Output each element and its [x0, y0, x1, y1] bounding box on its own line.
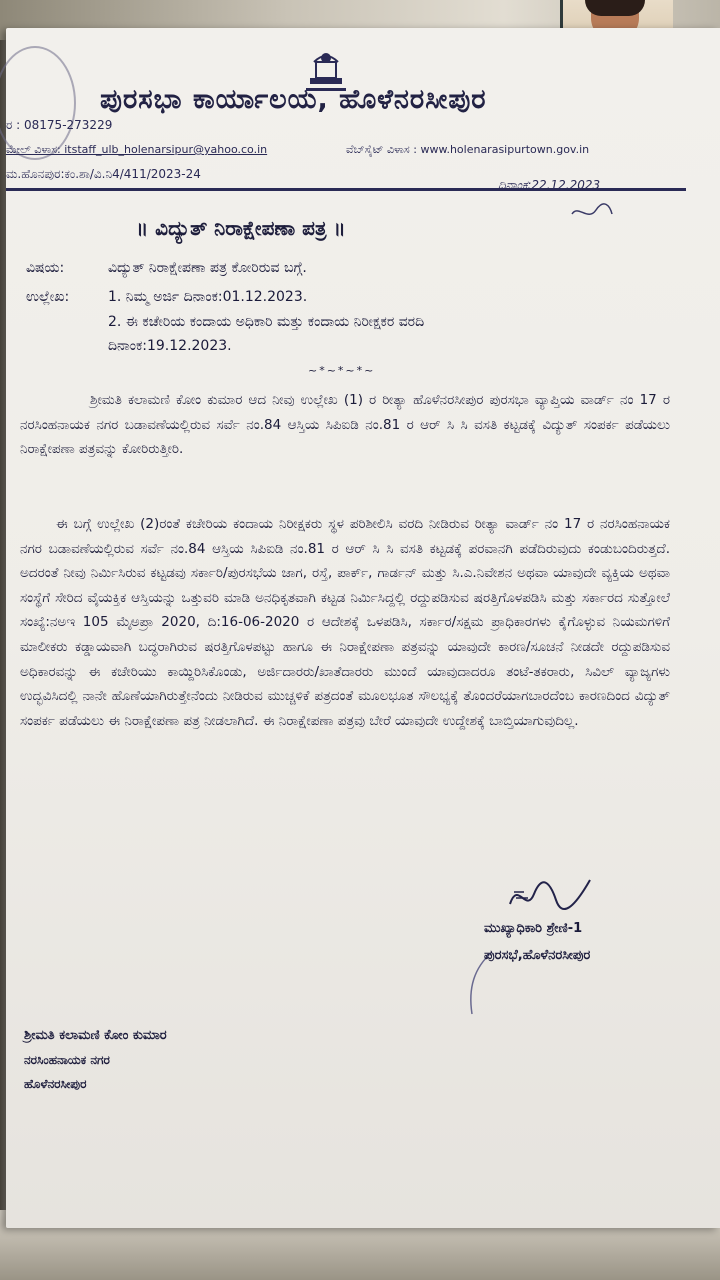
- office-phone: ರ : 08175-273229: [6, 118, 113, 132]
- signatory-office: ಪುರಸಭೆ,ಹೊಳೆನರಸೀಪುರ: [484, 948, 591, 963]
- reference-label: ಉಲ್ಲೇಖ:: [26, 289, 70, 305]
- reference-2-date: ದಿನಾಂಕ:19.12.2023.: [108, 338, 232, 354]
- body-paragraph-2: ಈ ಬಗ್ಗೆ ಉಲ್ಲೇಖ (2)ರಂತೆ ಕಚೇರಿಯ ಕಂದಾಯ ನಿರೀಕ್ಷಕರು ಸ್ಥಳ ಪರಿಶೀಲಿಸಿ ವರದಿ ನೀಡಿರುವ ರೀತ್ಯಾ ವಾರ್ಡ್ ನಂ 17 ರ ನರಸಿಂಹನಾಯಕ ನಗರ ಬಡಾವಣೆಯಲ್ಲಿರುವ ಸರ್ವೆ ನಂ.84 ಆಸ್ತಿಯ ಸಿಪಿಐಡಿ ನಂ.81 ರ ಆರ್ ಸಿ ಸಿ ವಸತಿ ಕಟ್ಟಡಕ್ಕೆ ಪರವಾನಗಿ ಪಡೆದಿರುವುದು ಕಂಡುಬಂದಿರುತ್ತದೆ. ಅದರಂತೆ ನೀವು ನಿರ್ಮಿಸಿರುವ ಕಟ್ಟಡವು ಸರ್ಕಾರಿ/ಪುರಸಭೆಯ ಜಾಗ, ರಸ್ತೆ, ಪಾರ್ಕ್, ಗಾರ್ಡನ್ ಮತ್ತು ಸಿ.ಎ.ನಿವೇಶನ ಅಥವಾ ಯಾವುದೇ ವ್ಯಕ್ತಿಯ ಅಥವಾ ಸಂಸ್ಥೆಗೆ ಸೇರಿದ ವೈಯಕ್ತಿಕ ಆಸ್ತಿಯನ್ನು ಒತ್ತುವರಿ ಮಾಡಿ ಅನಧಿಕೃತವಾಗಿ ಕಟ್ಟಡ ನಿರ್ಮಿಸಿದ್ದಲ್ಲಿ ರದ್ದುಪಡಿಸುವ ಷರತ್ತಿಗೊಳಪಡಿಸಿ ಮತ್ತು ಸರ್ಕಾರದ ಸುತ್ತೋಲೆ ಸಂಖ್ಯೆ:ನಅಇ 105 ಮೈಅಪ್ರಾ 2020, ದಿ:16-06-2020 ರ ಆದೇಶಕ್ಕೆ ಒಳಪಡಿಸಿ, ಸರ್ಕಾರ/ಸಕ್ಷಮ ಪ್ರಾಧಿಕಾರಗಳು ಕೈಗೊಳ್ಳುವ ನಿಯಮಗಳಿಗೆ ಮಾಲೀಕರು ಕಡ್ಡಾಯವಾಗಿ ಬದ್ಧರಾಗಿರುವ ಷರತ್ತಿಗೊಳಪಟ್ಟು ಹಾಗೂ ಈ ನಿರಾಕ್ಷೇಪಣಾ ಪತ್ರವನ್ನು ಯಾವುದೇ ಕಾರಣ/ಸೂಚನೆ ನೀಡದೇ ರದ್ದುಪಡಿಸುವ ಅಧಿಕಾರವನ್ನು ಈ ಕಚೇರಿಯು ಕಾಯ್ದಿರಿಸಿಕೊಂಡು, ಅರ್ಜಿದಾರರು/ಖಾತೆದಾರರು ಮುಂದೆ ಯಾವುದಾದರೂ ತಂಟೆ-ತಕರಾರು, ಸಿವಿಲ್ ವ್ಯಾಜ್ಯಗಳು ಉದ್ಭವಿಸಿದಲ್ಲಿ ನಾನೇ ಹೊಣೆಯಾಗಿರುತ್ತೇನೆಂದು ನೀಡಿರುವ ಮುಚ್ಚಳಿಕೆ ಪತ್ರದಂತೆ ಮೂಲಭೂತ ಸೌಲಭ್ಯಕ್ಕೆ ತೊಂದರೆಯಾಗಬಾರದೆಂಬ ಕಾರಣದಿಂದ ವಿದ್ಯುತ್ ಸಂಪರ್ಕ ಪಡೆಯಲು ಈ ನಿರಾಕ್ಷೇಪಣಾ ಪತ್ರ ನೀಡಲಾಗಿದೆ. ಈ ನಿರಾಕ್ಷೇಪಣಾ ಪತ್ರವು ಬೇರೆ ಯಾವುದೇ ಉದ್ದೇಶಕ್ಕೆ ಬಾಬ್ತಿಯಾಗುವುದಿಲ್ಲ.: [20, 516, 670, 729]
- body-paragraph-1: ಶ್ರೀಮತಿ ಕಲಾಮಣಿ ಕೋಂ ಕುಮಾರ ಆದ ನೀವು ಉಲ್ಲೇಖ (1) ರ ರೀತ್ಯಾ ಹೊಳೆನರಸೀಪುರ ಪುರಸಭಾ ವ್ಯಾಪ್ತಿಯ ವಾರ್ಡ್ ನಂ 17 ರ ನರಸಿಂಹನಾಯಕ ನಗರ ಬಡಾವಣೆಯಲ್ಲಿರುವ ಸರ್ವೆ ನಂ.84 ಆಸ್ತಿಯ ಸಿಪಿಐಡಿ ನಂ.81 ರ ಆರ್ ಸಿ ಸಿ ವಸತಿ ಕಟ್ಟಡಕ್ಕೆ ವಿದ್ಯುತ್ ಸಂಪರ್ಕ ಪಡೆಯಲು ನಿರಾಕ್ಷೇಪಣಾ ಪತ್ರವನ್ನು ಕೋರಿರುತ್ತೀರಿ.: [20, 392, 670, 458]
- recipient-name: ಶ್ರೀಮತಿ ಕಲಾಮಣಿ ಕೋಂ ಕುಮಾರ: [24, 1028, 167, 1043]
- reference-number: ಮ.ಹೊನಪುರ:ಕಂ.ಶಾ/ವಿ.ನಿ4/411/2023-24: [6, 167, 201, 181]
- initial-mark: [568, 200, 616, 224]
- subject-label: ವಿಷಯ:: [26, 260, 65, 276]
- recipient-town: ಹೊಳೆನರಸೀಪುರ: [24, 1077, 87, 1091]
- document-title: ॥ ವಿದ್ಯುತ್ ನಿರಾಕ್ಷೇಪಣಾ ಪತ್ರ ॥: [136, 216, 346, 240]
- letter-date: ದಿನಾಂಕ:22.12.2023: [498, 178, 601, 192]
- letter-page: [6, 28, 720, 1228]
- photo-hair: [585, 0, 645, 16]
- subject-text: ವಿದ್ಯುತ್ ನಿರಾಕ್ಷೇಪಣಾ ಪತ್ರ ಕೋರಿರುವ ಬಗ್ಗೆ.: [108, 260, 307, 276]
- reference-2: 2. ಈ ಕಚೇರಿಯ ಕಂದಾಯ ಅಧಿಕಾರಿ ಮತ್ತು ಕಂದಾಯ ನಿರೀಕ್ಷಕರ ವರದಿ: [108, 314, 425, 330]
- office-title: ಪುರಸಭಾ ಕಾರ್ಯಾಲಯ, ಹೊಳೆನರಸೀಪುರ: [100, 84, 487, 115]
- office-website: ವೆಬ್‌ಸೈಟ್ ವಿಳಾಸ : www.holenarasipurtown.gov.in: [346, 143, 590, 156]
- office-email: ಮೇಲ್ ವಿಳಾಸ: itstaff_ulb_holenarsipur@yahoo.co.in: [6, 143, 268, 156]
- recipient-locality: ನರಸಿಂಹನಾಯಕ ನಗರ: [24, 1053, 110, 1067]
- signatory-designation: ಮುಖ್ಯಾಧಿಕಾರಿ ಶ್ರೇಣಿ-1: [484, 921, 583, 936]
- reference-1: 1. ನಿಮ್ಮ ಅರ್ಜಿ ದಿನಾಂಕ:01.12.2023.: [108, 289, 308, 305]
- separator: ~*~*~*~: [308, 364, 376, 377]
- signature-icon: [504, 874, 594, 920]
